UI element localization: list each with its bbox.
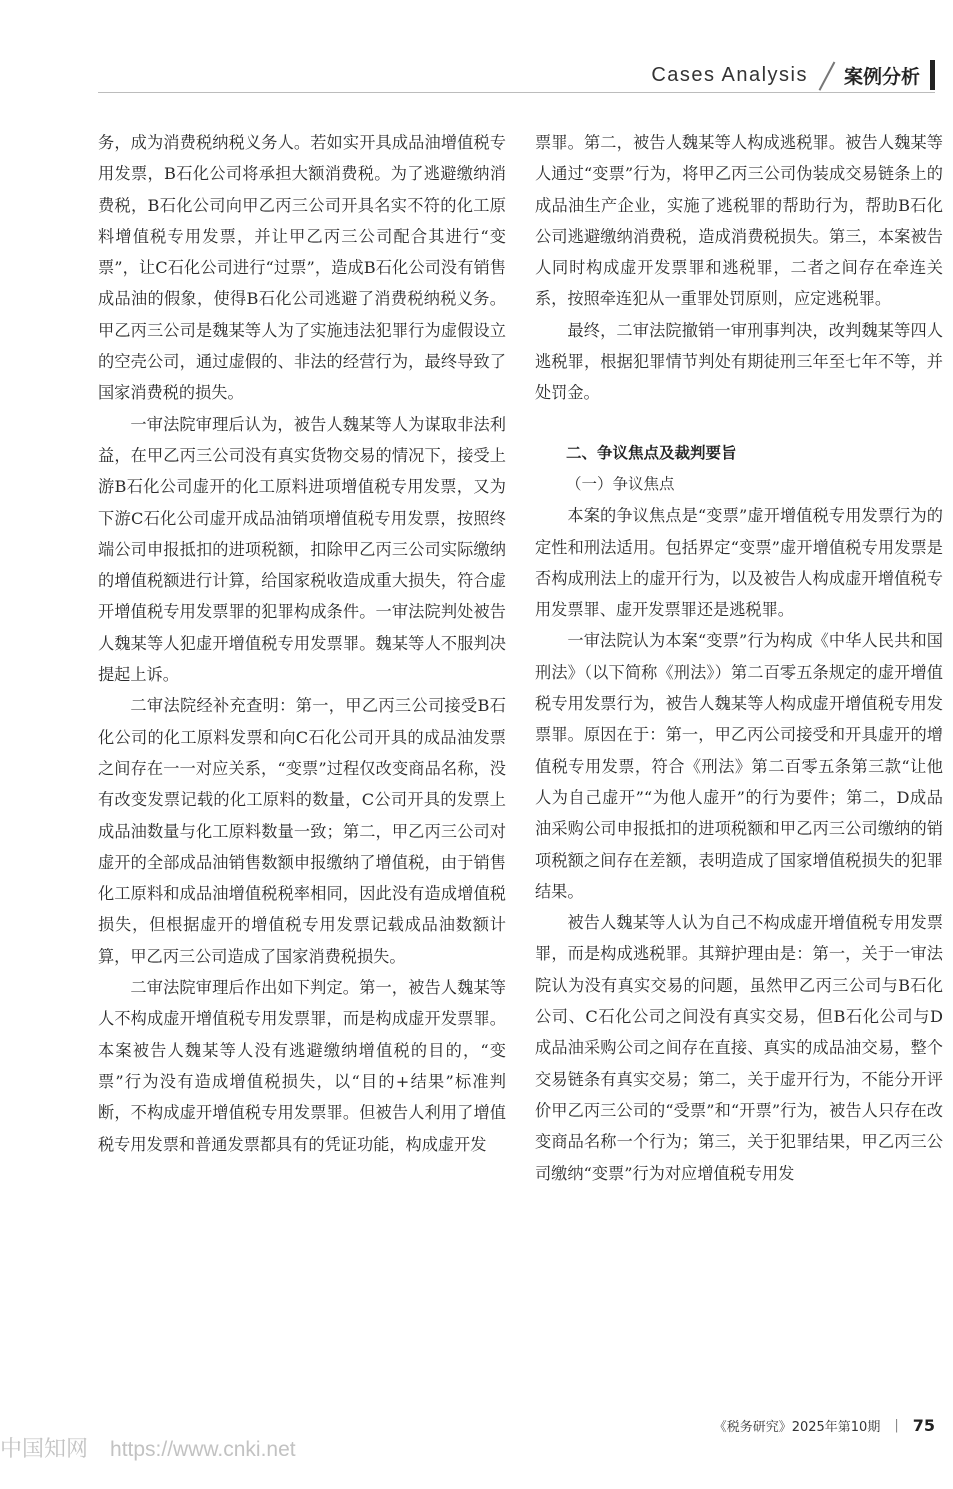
subsection-heading: （一）争议焦点: [566, 474, 675, 493]
cnki-watermark: [0, 1432, 296, 1463]
right-column: [535, 127, 943, 1189]
section-heading: 二、争议焦点及裁判要旨: [566, 443, 737, 462]
header-rule: [98, 92, 935, 93]
header-accent-bar: [930, 60, 935, 90]
section-title-en: Cases Analysis: [651, 63, 808, 86]
paragraph: 一审法院认为本案“变票”行为构成《中华人民共和国刑法》（以下简称《刑法》）第二百零五条规定的虚开增值税专用发票行为，被告人魏某等人构成虚开增值税专用发票罪。原因在于：第一，甲乙丙公司接受和开具虚开的增值税专用发票，符合《刑法》第二百零五条第三款“让他人为自己虚开”“为他人虚开”的行为要件；第二，D成品油采购公司申报抵扣的进项税额和甲乙丙三公司缴纳的销项税额之间存在差额，表明造成了国家增值税损失的犯罪结果。: [535, 631, 943, 901]
paragraph: 被告人魏某等人认为自己不构成虚开增值税专用发票罪，而是构成逃税罪。其辩护理由是：第一，关于一审法院认为没有真实交易的问题，虽然甲乙丙三公司与B石化公司、C石化公司之间没有真实交易，但B石化公司与D成品油采购公司之间存在直接、真实的成品油交易，整个交易链条有真实交易；第二，关于虚开行为，不能分开评价甲乙丙三公司的“受票”和“开票”行为，被告人只存在改变商品名称一个行为；第三，关于犯罪结果，甲乙丙三公司缴纳“变票”行为对应增值税专用发: [535, 913, 943, 1183]
running-header: [651, 58, 935, 92]
journal-issue: 《税务研究》2025年第10期: [713, 1420, 881, 1435]
section-title-cn: 案例分析: [843, 65, 920, 88]
page-footer: [714, 1416, 935, 1435]
paragraph: 二审法院审理后作出如下判定。第一，被告人魏某等人不构成虚开增值税专用发票罪，而是构成虚开发票罪。本案被告人魏某等人没有逃避缴纳增值税的目的，“变票”行为没有造成增值税损失，以“目的+结果”标准判断，不构成虚开增值税专用发票罪。但被告人利用了增值税专用发票和普通发票都具有的凭证功能，构成虚开发: [98, 978, 506, 1154]
footer-separator: |: [894, 1418, 899, 1433]
paragraph: 务，成为消费税纳税义务人。若如实开具成品油增值税专用发票，B石化公司将承担大额消费税。为了逃避缴纳消费税，B石化公司向甲乙丙三公司开具名实不符的化工原料增值税专用发票，并让甲乙丙三公司配合其进行“变票”，让C石化公司进行“过票”，造成B石化公司没有销售成品油的假象，使得B石化公司逃避了消费税纳税义务。甲乙丙三公司是魏某等人为了实施违法犯罪行为虚假设立的空壳公司，通过虚假的、非法的经营行为，最终导致了国家消费税的损失。: [98, 133, 506, 403]
watermark-url: https://www.cnki.net: [110, 1438, 296, 1461]
paragraph: 一审法院审理后认为，被告人魏某等人为谋取非法利益，在甲乙丙三公司没有真实货物交易的情况下，接受上游B石化公司虚开的化工原料进项增值税专用发票，又为下游C石化公司虚开成品油销项增值税专用发票，按照终端公司申报抵扣的进项税额，扣除甲乙丙三公司实际缴纳的增值税额进行计算，给国家税收造成重大损失，符合虚开增值税专用发票罪的犯罪构成条件。一审法院判处被告人魏某等人犯虚开增值税专用发票罪。魏某等人不服判决提起上诉。: [98, 414, 506, 685]
paragraph: 票罪。第二，被告人魏某等人构成逃税罪。被告人魏某等人通过“变票”行为，将甲乙丙三公司伪装成交易链条上的成品油生产企业，实施了逃税罪的帮助行为，帮助B石化公司逃避缴纳消费税，造成消费税损失。第三，本案被告人同时构成虚开发票罪和逃税罪，二者之间存在牵连关系，按照牵连犯从一重罪处罚原则，应定逃税罪。: [535, 133, 943, 309]
watermark-name: 中国知网: [0, 1437, 89, 1462]
paragraph: 二审法院经补充查明：第一，甲乙丙三公司接受B石化公司的化工原料发票和向C石化公司开具的成品油发票之间存在一一对应关系，“变票”过程仅改变商品名称，没有改变发票记载的化工原料的数量，C公司开具的发票上成品油数量与化工原料数量一致；第二，甲乙丙三公司对虚开的全部成品油销售数额申报缴纳了增值税，由于销售化工原料和成品油增值税税率相同，因此没有造成增值税损失，但根据虚开的增值税专用发票记载成品油数额计算，甲乙丙三公司造成了国家消费税损失。: [98, 696, 506, 966]
paragraph: 最终，二审法院撤销一审刑事判决，改判魏某等四人逃税罪，根据犯罪情节判处有期徒刑三年至七年不等，并处罚金。: [535, 320, 943, 403]
paragraph: 本案的争议焦点是“变票”虚开增值税专用发票行为的定性和刑法适用。包括界定“变票”虚开增值税专用发票是否构成刑法上的虚开行为，以及被告人构成虚开增值税专用发票罪、虚开发票罪还是逃税罪。: [535, 506, 943, 620]
left-column: [98, 127, 506, 1160]
page-number: 75: [912, 1416, 935, 1435]
header-divider-slash: [818, 60, 836, 90]
